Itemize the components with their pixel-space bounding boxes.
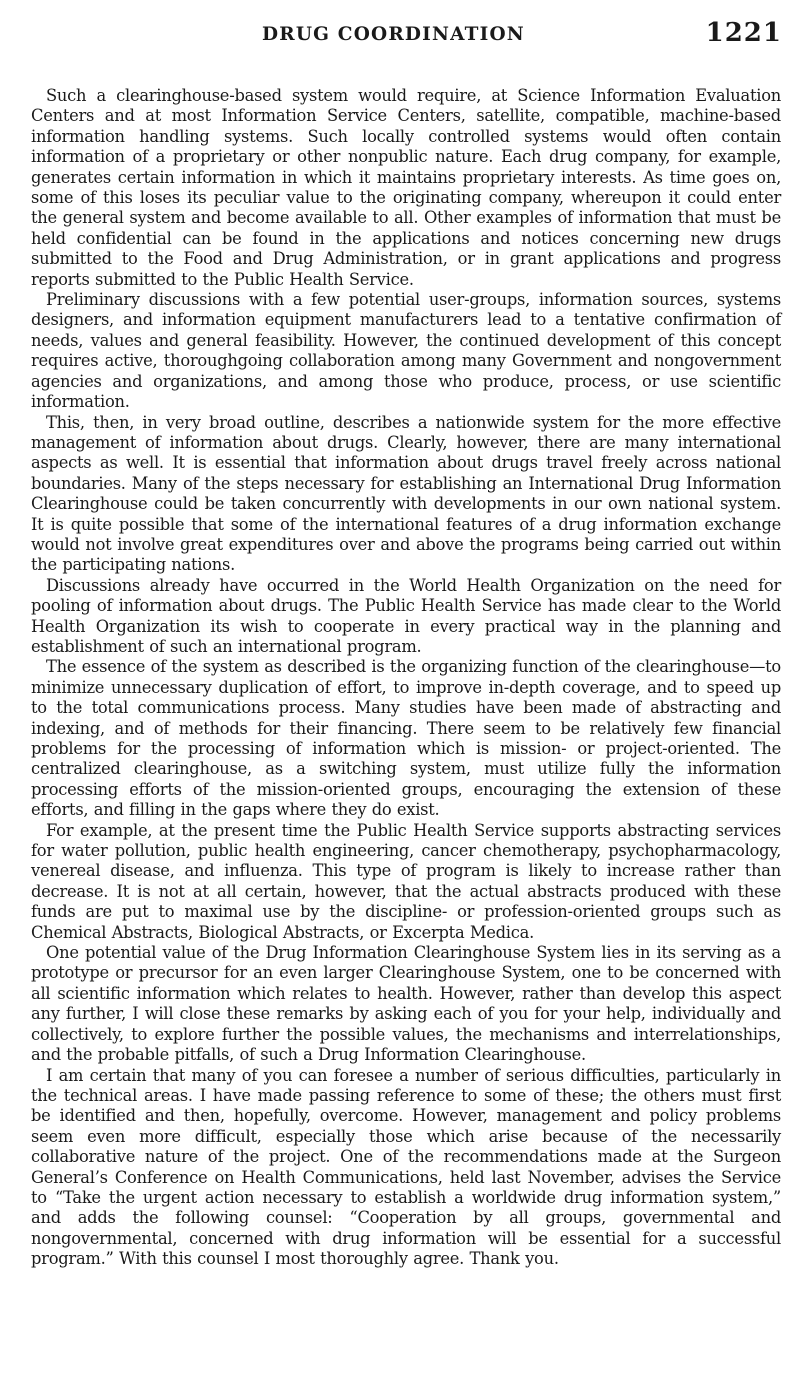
paragraph: One potential value of the Drug Information Clearinghouse System lies in its serving as a prototype or precursor for an even larger Clearinghouse System, one to be concerned with all scientific information which relates to health. However, rather than develop this aspect any further, I will close these remarks by asking each of you for your help, individually and collectively, to explore further the possible values, the mechanisms and interrelationships, and the probable pitfalls, of such a Drug Information Clearinghouse.: [31, 943, 781, 1065]
paragraph: The essence of the system as described is the organizing function of the clearinghouse—to minimize unnecessary duplication of effort, to improve in-depth coverage, and to speed up to the total communications process. Many studies have been made of abstracting and indexing, and of methods for their financing. There seem to be relatively few financial problems for the processing of information which is mission- or project-oriented. The centralized clearinghouse, as a switching system, must utilize fully the information processing efforts of the mission-oriented groups, encouraging the extension of these efforts, and filling in the gaps where they do exist.: [31, 657, 781, 820]
running-title: DRUG COORDINATION: [262, 24, 525, 45]
page-header: [30, 18, 782, 56]
paragraph: Discussions already have occurred in the World Health Organization on the need for pooling of information about drugs. The Public Health Service has made clear to the World Health Organization its wish to cooperate in every practical way in the planning and establishment of such an international program.: [31, 575, 781, 656]
body-text: [31, 86, 781, 1270]
page-number: 1221: [705, 18, 782, 48]
paragraph: Such a clearinghouse-based system would require, at Science Information Evaluation Centers and at most Information Service Centers, satellite, compatible, machine-based information handling systems. Such locally controlled systems would often contain information of a proprietary or other nonpublic nature. Each drug company, for example, generates certain information in which it maintains proprietary interests. As time goes on, some of this loses its peculiar value to the originating company, whereupon it could enter the general system and become available to all. Other examples of information that must be held confidential can be found in the applications and notices concerning new drugs submitted to the Food and Drug Administration, or in grant applications and progress reports submitted to the Public Health Service.: [31, 86, 781, 289]
paragraph: For example, at the present time the Public Health Service supports abstracting services for water pollution, public health engineering, cancer chemotherapy, psychopharmacology, venereal disease, and influenza. This type of program is likely to increase rather than decrease. It is not at all certain, however, that the actual abstracts produced with these funds are put to maximal use by the discipline- or profession-oriented groups such as Chemical Abstracts, Biological Abstracts, or Excerpta Medica.: [31, 820, 781, 942]
paragraph: This, then, in very broad outline, describes a nationwide system for the more effective management of information about drugs. Clearly, however, there are many international aspects as well. It is essential that information about drugs travel freely across national boundaries. Many of the steps necessary for establishing an International Drug Information Clearinghouse could be taken concurrently with developments in our own national system. It is quite possible that some of the international features of a drug information exchange would not involve great expenditures over and above the programs being carried out within the participating nations.: [31, 412, 781, 575]
paragraph: I am certain that many of you can foresee a number of serious difficulties, particularly in the technical areas. I have made passing reference to some of these; the others must first be identified and then, hopefully, overcome. However, management and policy problems seem even more difficult, especially those which arise because of the necessarily collaborative nature of the project. One of the recommendations made at the Surgeon General’s Conference on Health Communications, held last November, advises the Service to “Take the urgent action necessary to establish a worldwide drug information system,” and adds the following counsel: “Cooperation by all groups, governmental and nongovernmental, concerned with drug information will be essential for a successful program.” With this counsel I most thoroughly agree. Thank you.: [31, 1065, 781, 1269]
paragraph: Preliminary discussions with a few potential user-groups, information sources, systems designers, and information equipment manufacturers lead to a tentative confirmation of needs, values and general feasibility. However, the continued development of this concept requires active, thoroughgoing collaboration among many Government and nongovernment agencies and organizations, and among those who produce, process, or use scientific information.: [31, 290, 781, 412]
